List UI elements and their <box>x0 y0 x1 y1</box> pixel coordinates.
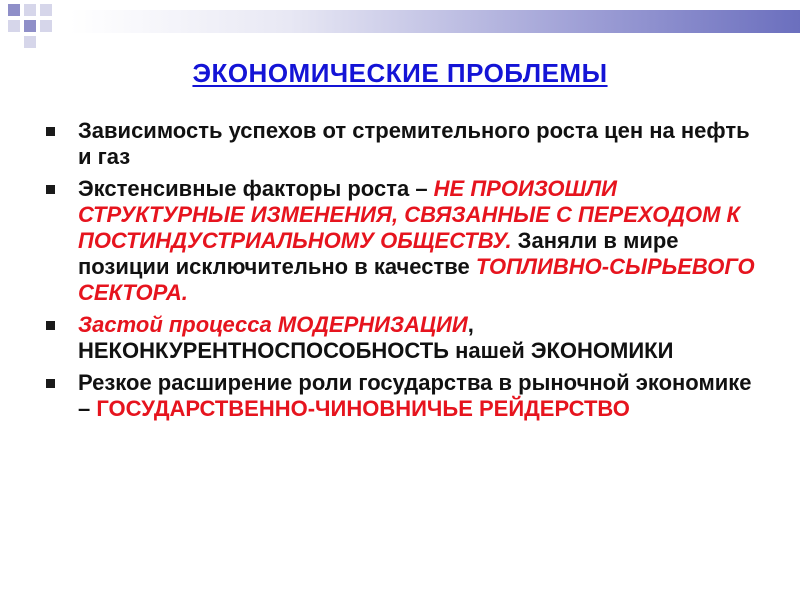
square-bullet-icon <box>46 379 55 388</box>
bullet-item-modernization <box>46 312 766 364</box>
decorative-square <box>8 20 20 32</box>
bullet-text: Экстенсивные факторы роста – <box>78 176 434 201</box>
bullet-highlight: НЕ ПРОИЗОШЛИ СТРУКТУРНЫЕ ИЗМЕНЕНИЯ, СВЯЗАННЫЕ С ПЕРЕХОДОМ К ПОСТИНДУСТРИАЛЬНОМУ ОБЩЕСТВУ. <box>78 176 741 253</box>
bullet-highlight: ГОСУДАРСТВЕННО-ЧИНОВНИЧЬЕ РЕЙДЕРСТВО <box>96 396 630 421</box>
bullet-item-extensive-factors <box>46 176 766 306</box>
decorative-square <box>24 20 36 32</box>
decorative-square <box>24 4 36 16</box>
decorative-square <box>40 4 52 16</box>
decorative-square <box>24 36 36 48</box>
bullet-item-state-role <box>46 370 766 422</box>
decorative-square <box>8 4 20 16</box>
bullet-list <box>46 118 766 428</box>
square-bullet-icon <box>46 321 55 330</box>
decorative-square <box>40 20 52 32</box>
bullet-item-oil-dependency <box>46 118 766 170</box>
bullet-text: Зависимость успехов от стремительного роста цен на нефть и газ <box>78 118 750 169</box>
bullet-highlight: ТОПЛИВНО-СЫРЬЕВОГО СЕКТОРА. <box>78 254 755 305</box>
bullet-text: Резкое расширение роли государства в рыночной экономике – <box>78 370 752 421</box>
square-bullet-icon <box>46 185 55 194</box>
bullet-text: Заняли в мире позиции исключительно в качестве <box>78 228 679 279</box>
bullet-highlight: Застой процесса МОДЕРНИЗАЦИИ <box>78 312 468 337</box>
bullet-text: , НЕКОНКУРЕНТНОСПОСОБНОСТЬ нашей ЭКОНОМИКИ <box>78 312 674 363</box>
header-banner <box>70 10 800 33</box>
square-bullet-icon <box>46 127 55 136</box>
slide-title: ЭКОНОМИЧЕСКИЕ ПРОБЛЕМЫ <box>192 58 608 88</box>
